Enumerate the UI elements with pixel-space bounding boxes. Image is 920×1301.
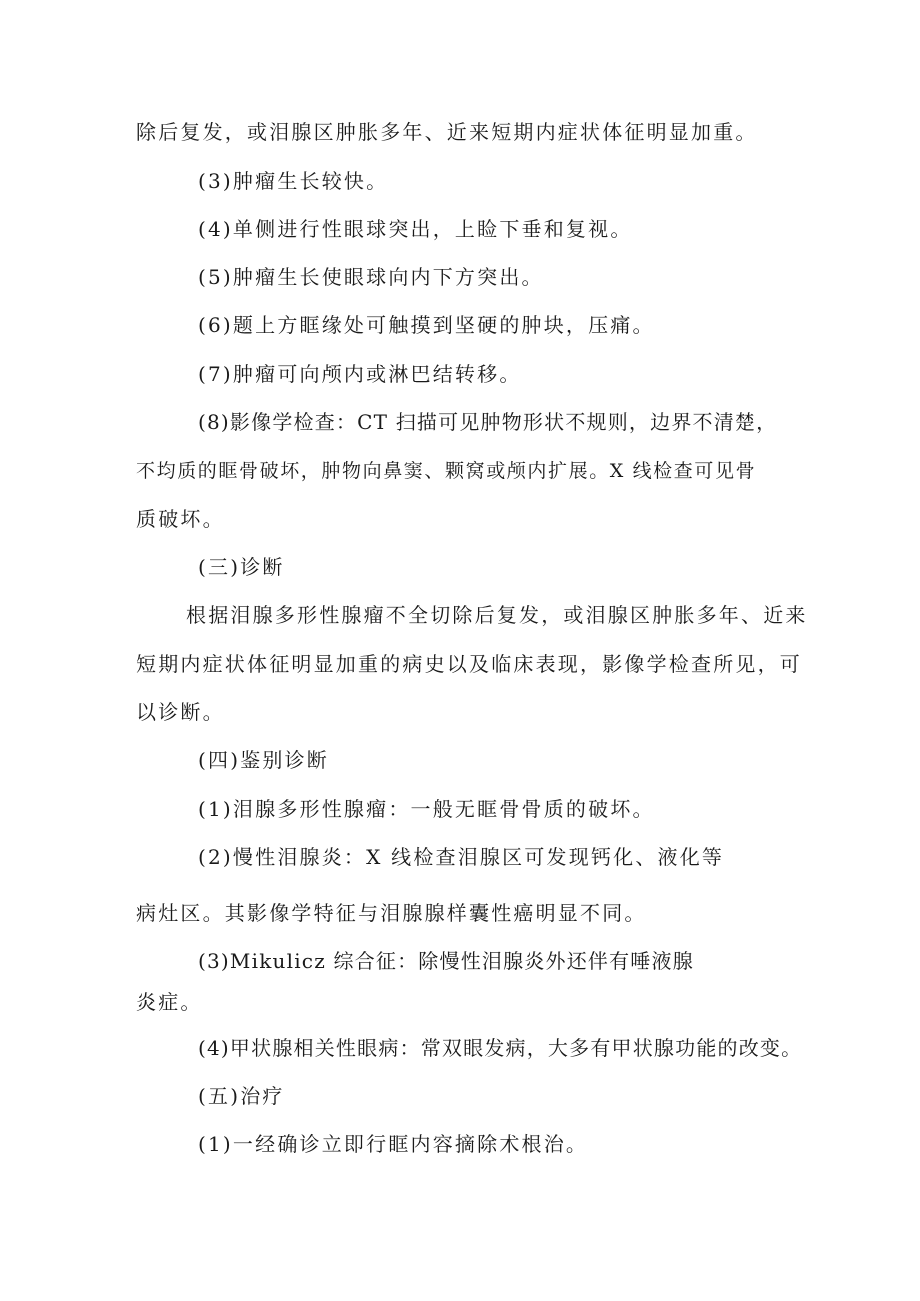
- text-line: (3)Mikulicz 综合征：除慢性泪腺炎外还伴有唾液腺: [198, 949, 694, 973]
- text-line: (2)慢性泪腺炎：X 线检查泪腺区可发现钙化、液化等: [198, 845, 725, 869]
- text-line: 炎症。: [136, 990, 203, 1014]
- text-line: 以诊断。: [136, 700, 225, 724]
- text-line: (8)影像学检查：CT 扫描可见肿物形状不规则，边界不清楚，: [198, 410, 778, 434]
- text-line: (6)题上方眶缘处可触摸到坚硬的肿块，压痛。: [198, 313, 655, 337]
- text-line: 除后复发，或泪腺区肿胀多年、近来短期内症状体征明显加重。: [136, 120, 758, 144]
- text-line: 病灶区。其影像学特征与泪腺腺样囊性癌明显不同。: [136, 901, 647, 925]
- text-line: (1)一经确诊立即行眶内容摘除术根治。: [198, 1132, 589, 1156]
- text-line: 根据泪腺多形性腺瘤不全切除后复发，或泪腺区肿胀多年、近来: [186, 603, 808, 627]
- text-line: 质破坏。: [136, 507, 225, 531]
- text-line: (4)单侧进行性眼球突出，上睑下垂和复视。: [198, 217, 633, 241]
- text-line: 不均质的眶骨破坏，肿物向鼻窦、颗窝或颅内扩展。X 线检查可见骨: [136, 460, 757, 482]
- text-line: (5)肿瘤生长使眼球向内下方突出。: [198, 265, 544, 289]
- text-line: (7)肿瘤可向颅内或淋巴结转移。: [198, 362, 522, 386]
- text-line: 短期内症状体征明显加重的病史以及临床表现，影像学检查所见，可: [136, 652, 802, 676]
- text-line: (1)泪腺多形性腺瘤：一般无眶骨骨质的破坏。: [198, 797, 655, 821]
- text-line: (4)甲状腺相关性眼病：常双眼发病，大多有甲状腺功能的改变。: [198, 1036, 803, 1060]
- section-heading: (三)诊断: [198, 555, 285, 579]
- section-heading: (五)治疗: [198, 1084, 285, 1108]
- text-line: (3)肿瘤生长较快。: [198, 169, 389, 193]
- section-heading: (四)鉴别诊断: [198, 748, 330, 772]
